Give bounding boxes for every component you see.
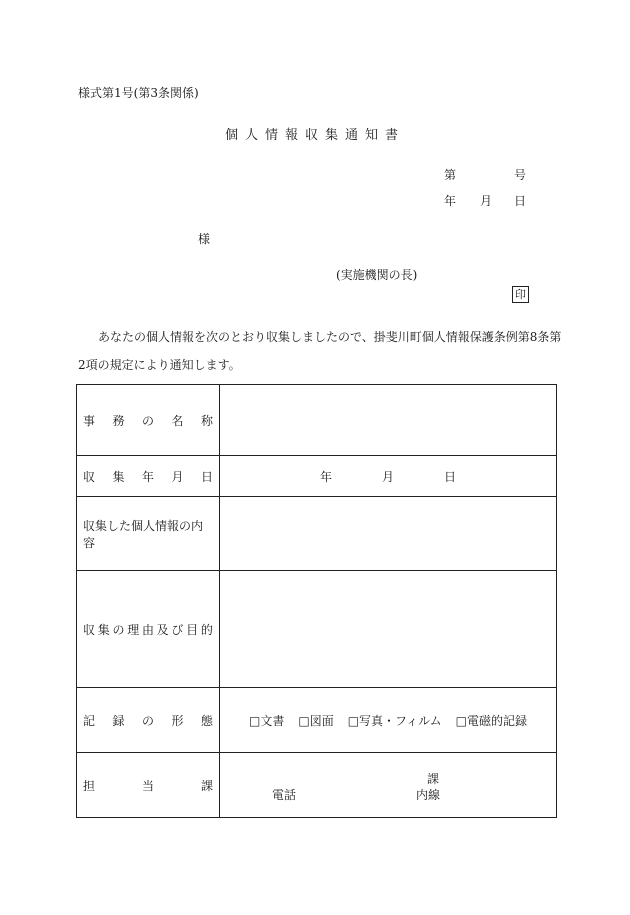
label-char: 形 xyxy=(171,713,184,728)
extension-label: 内線 xyxy=(416,788,441,802)
agency-head: (実施機関の長) xyxy=(336,268,418,282)
issue-date-month: 月 xyxy=(480,194,493,208)
date-year-label: 年 xyxy=(319,469,332,484)
value-office-name[interactable] xyxy=(220,385,557,456)
value-info-content[interactable] xyxy=(220,497,557,571)
label-char: 課 xyxy=(200,778,213,793)
label-char: 由 xyxy=(141,622,154,637)
label-char: 集 xyxy=(97,622,110,637)
label-char: 的 xyxy=(200,622,213,637)
label-char: 当 xyxy=(141,778,154,793)
label-char: 務 xyxy=(112,413,125,428)
label-record-format xyxy=(77,688,220,753)
notification-table xyxy=(76,384,557,818)
label-char: 及 xyxy=(156,622,169,637)
body-text-line-2: 2項の規定により通知します。 xyxy=(78,358,241,372)
date-day-label: 日 xyxy=(444,469,457,484)
table-row-reason-purpose xyxy=(77,571,557,688)
label-char: 理 xyxy=(127,622,140,637)
label-char: 態 xyxy=(200,713,213,728)
value-collection-date[interactable] xyxy=(220,456,557,497)
label-char: の xyxy=(141,713,154,728)
addressee-honorific: 様 xyxy=(198,232,211,246)
phone-label: 電話 xyxy=(272,788,297,802)
label-office-name xyxy=(77,385,220,456)
table-row-collection-date xyxy=(77,456,557,497)
table-row-record-format xyxy=(77,688,557,753)
label-char: 事 xyxy=(83,413,96,428)
label-char: 録 xyxy=(112,713,125,728)
table-row-department xyxy=(77,753,557,818)
label-char: 集 xyxy=(112,469,125,484)
body-text-line-1: あなたの個人情報を次のとおり収集しましたので、掛斐川町個人情報保護条例第8条第 xyxy=(98,330,562,344)
label-department xyxy=(77,753,220,818)
label-info-content: 収集した個人情報の内容 xyxy=(77,497,220,571)
label-reason-purpose xyxy=(77,571,220,688)
label-char: 年 xyxy=(141,469,154,484)
label-char: 月 xyxy=(171,469,184,484)
label-char: 収 xyxy=(83,469,96,484)
format-option-photo-film[interactable]: □写真・フィルム xyxy=(347,713,442,728)
seal-mark: 印 xyxy=(512,286,529,303)
form-number: 様式第1号(第3条関係) xyxy=(78,86,199,100)
table-row-info-content xyxy=(77,497,557,571)
label-char: 担 xyxy=(83,778,96,793)
value-reason-purpose[interactable] xyxy=(220,571,557,688)
format-option-drawing[interactable]: □図面 xyxy=(298,713,334,728)
value-department[interactable] xyxy=(220,753,557,818)
label-char: 目 xyxy=(186,622,199,637)
value-record-format xyxy=(220,688,557,753)
format-option-electronic-record[interactable]: □電磁的記録 xyxy=(455,713,527,728)
label-char: 収 xyxy=(83,622,96,637)
label-char: 日 xyxy=(200,469,213,484)
department-suffix: 課 xyxy=(427,772,440,786)
label-collection-date xyxy=(77,456,220,497)
label-char: の xyxy=(112,622,125,637)
label-char: 記 xyxy=(83,713,96,728)
label-char: 名 xyxy=(171,413,184,428)
format-option-document[interactable]: □文書 xyxy=(249,713,285,728)
document-title: 個人情報収集通知書 xyxy=(224,128,405,143)
label-char: 称 xyxy=(200,413,213,428)
label-char: の xyxy=(141,413,154,428)
reference-number-dai: 第 xyxy=(444,168,457,182)
table-row-office-name xyxy=(77,385,557,456)
date-month-label: 月 xyxy=(381,469,394,484)
label-char: び xyxy=(171,622,184,637)
reference-number-go: 号 xyxy=(514,168,527,182)
issue-date-year: 年 xyxy=(444,194,457,208)
issue-date-day: 日 xyxy=(514,194,527,208)
